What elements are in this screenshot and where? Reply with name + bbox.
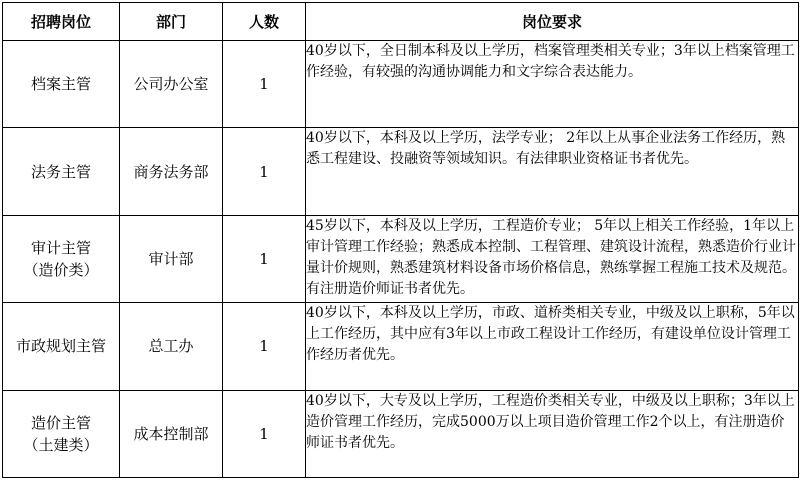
- position-cell: [3, 41, 120, 128]
- position-category: （土建类）: [23, 435, 99, 454]
- header-count: 人数: [223, 3, 306, 41]
- position-cell: [3, 128, 120, 215]
- count-cell: 1: [223, 128, 306, 215]
- table-header-row: [3, 3, 799, 41]
- count-cell: 1: [223, 303, 306, 390]
- table-row: [3, 128, 799, 215]
- header-requirements: 岗位要求: [306, 3, 799, 41]
- requirements-cell: 40岁以下，本科及以上学历，法学专业； 2年以上从事企业法务工作经历，熟悉工程建设、投融资等领域知识。有法律职业资格证书者优先。: [306, 128, 799, 215]
- table-row: [3, 41, 799, 128]
- requirements-cell: 40岁以下，大专及以上学历，工程造价类相关专业，中级及以上职称；3年以上造价管理工作经历，完成5000万以上项目造价管理工作2个以上，有注册造价师证书者优先。: [306, 390, 799, 477]
- count-cell: 1: [223, 390, 306, 477]
- table-row: [3, 390, 799, 477]
- department-cell: 成本控制部: [120, 390, 223, 477]
- header-department: 部门: [120, 3, 223, 41]
- department-cell: 公司办公室: [120, 41, 223, 128]
- position-name: 市政规划主管: [15, 337, 106, 356]
- position-name: 档案主管: [30, 75, 91, 94]
- count-cell: 1: [223, 41, 306, 128]
- position-name: 法务主管: [30, 162, 91, 181]
- count-cell: 1: [223, 215, 306, 302]
- position-cell: [3, 390, 120, 477]
- requirements-cell: 40岁以下，本科及以上学历，市政、道桥类相关专业，中级及以上职称，5年以上工作经历，其中应有3年以上市政工程设计工作经历，有建设单位设计管理工作经历者优先。: [306, 303, 799, 390]
- department-cell: 审计部: [120, 215, 223, 302]
- department-cell: 商务法务部: [120, 128, 223, 215]
- requirements-cell: 40岁以下，全日制本科及以上学历，档案管理类相关专业；3年以上档案管理工作经验，有较强的沟通协调能力和文字综合表达能力。: [306, 41, 799, 128]
- department-cell: 总工办: [120, 303, 223, 390]
- position-category: （造价类）: [23, 260, 99, 279]
- position-cell: [3, 303, 120, 390]
- header-position: 招聘岗位: [3, 3, 120, 41]
- recruitment-table: [2, 2, 799, 478]
- table-row: [3, 215, 799, 302]
- position-name: 造价主管: [30, 413, 91, 432]
- table-row: [3, 303, 799, 390]
- position-name: 审计主管: [30, 238, 91, 257]
- requirements-cell: 45岁以下，本科及以上学历，工程造价专业； 5年以上相关工作经验，1年以上审计管理工作经验；熟悉成本控制、工程管理、建筑设计流程，熟悉造价行业计量计价规则，熟悉建筑材料设备市场价格信息，熟练掌握工程施工技术及规范。有注册造价师证书者优先。: [306, 215, 799, 302]
- position-cell: [3, 215, 120, 302]
